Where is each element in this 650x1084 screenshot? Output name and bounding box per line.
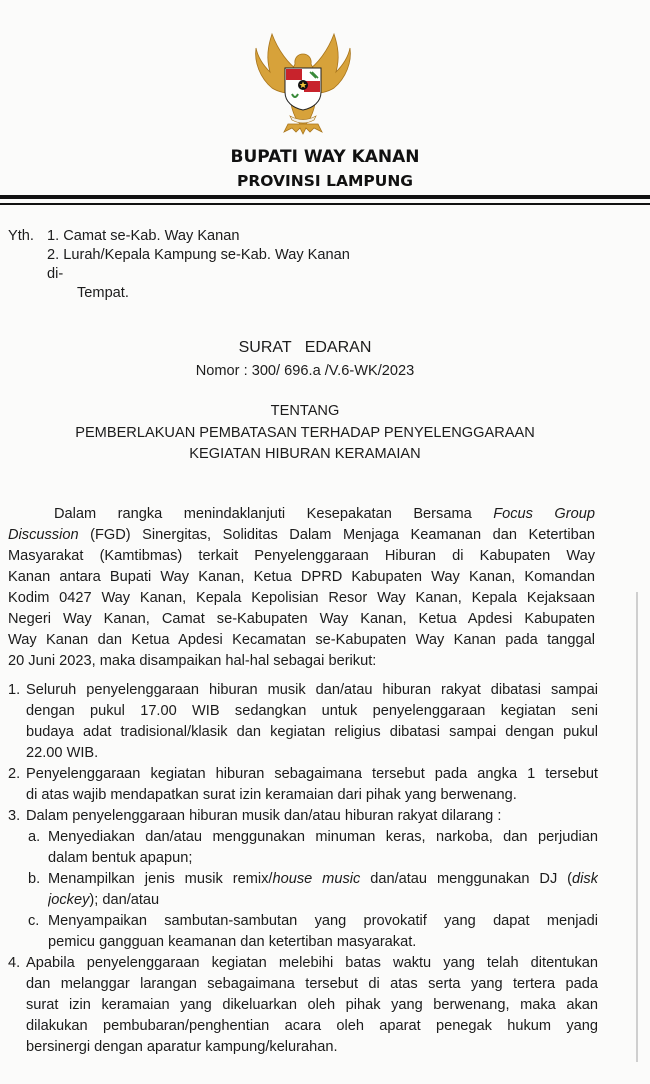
recipient-di: di-	[47, 266, 64, 282]
list-item: 2. Penyelenggaraan kegiatan hiburan sebagaimana tersebut pada angka 1 tersebut di atas wajib mendapatkan surat izin keramaian dari pihak yang berwenang.	[8, 766, 598, 803]
letterhead-rule-thin	[0, 203, 650, 205]
list-item: 4. Apabila penyelenggaraan kegiatan melebihi batas waktu yang telah ditentukan dan melanggar larangan sebagaimana tersebut di atas serta yang tertera pada surat izin keramaian yang dikeluarkan oleh pihak yang berwenang, maka akan dilakukan pembubaran/penghentian acara oleh aparat penegak hukum yang bersinergi dengan aparatur kampung/kelurahan.	[8, 955, 598, 1055]
recipient-line-2: 2. Lurah/Kepala Kampung se-Kab. Way Kanan	[47, 247, 350, 263]
provisions-list	[8, 680, 598, 1058]
sub-list-item: c. Menyampaikan sambutan-sambutan yang provokatif yang dapat menjadi pemicu gangguan keamanan dan ketertiban masyarakat.	[28, 913, 598, 950]
recipient-tempat: Tempat.	[77, 285, 129, 301]
letter-subject-line-1: PEMBERLAKUAN PEMBATASAN TERHADAP PENYELENGGARAAN	[75, 425, 535, 441]
opening-paragraph: Dalam rangka menindaklanjuti Kesepakatan Bersama Focus Group Discussion (FGD) Sinergitas, Soliditas Dalam Menjaga Keamanan dan Ketertiban Masyarakat (Kamtibmas) terkait Penyelenggaraan Hiburan di Kabupaten Way Kanan antara Bupati Way Kanan, Ketua DPRD Kabupaten Way Kanan, Komandan Kodim 0427 Way Kanan, Kepala Kepolisian Resor Way Kanan, Kepala Kejaksaan Negeri Way Kanan, Camat se-Kabupaten Way Kanan, Ketua Apdesi Kabupaten Way Kanan dan Ketua Apdesi Kecamatan se-Kabupaten Way Kanan pada tanggal 20 Juni 2023, maka disampaikan hal-hal sebagai berikut:	[8, 506, 595, 669]
recipient-yth: Yth.	[8, 228, 34, 244]
letterhead-rule-thick	[0, 195, 650, 199]
garuda-emblem-icon	[248, 28, 358, 140]
list-item: 3. Dalam penyelenggaraan hiburan musik dan/atau hiburan rakyat dilarang :	[8, 808, 502, 824]
letter-tentang: TENTANG	[270, 403, 340, 419]
regent-title: BUPATI WAY KANAN	[230, 147, 420, 167]
letter-number: Nomor : 300/ 696.a /V.6-WK/2023	[195, 363, 415, 379]
recipient-line-1: 1. Camat se-Kab. Way Kanan	[47, 228, 240, 244]
letter-subject-line-2: KEGIATAN HIBURAN KERAMAIAN	[189, 446, 421, 462]
letter-type: SURAT EDARAN	[238, 339, 372, 356]
sub-list-item: a. Menyediakan dan/atau menggunakan minuman keras, narkoba, dan perjudian dalam bentuk apapun;	[28, 829, 598, 866]
list-item: 1. Seluruh penyelenggaraan hiburan musik dan/atau hiburan rakyat dibatasi sampai dengan pukul 17.00 WIB sedangkan untuk penyelenggaraan kegiatan seni budaya adat tradisional/klasik dan kegiatan religius dibatasi sampai dengan pukul 22.00 WIB.	[8, 682, 598, 761]
sub-list-item: b. Menampilkan jenis musik remix/house music dan/atau menggunakan DJ (disk jockey); dan/atau	[28, 871, 598, 908]
province-title: PROVINSI LAMPUNG	[236, 172, 414, 190]
page-edge-shadow	[636, 592, 638, 1062]
